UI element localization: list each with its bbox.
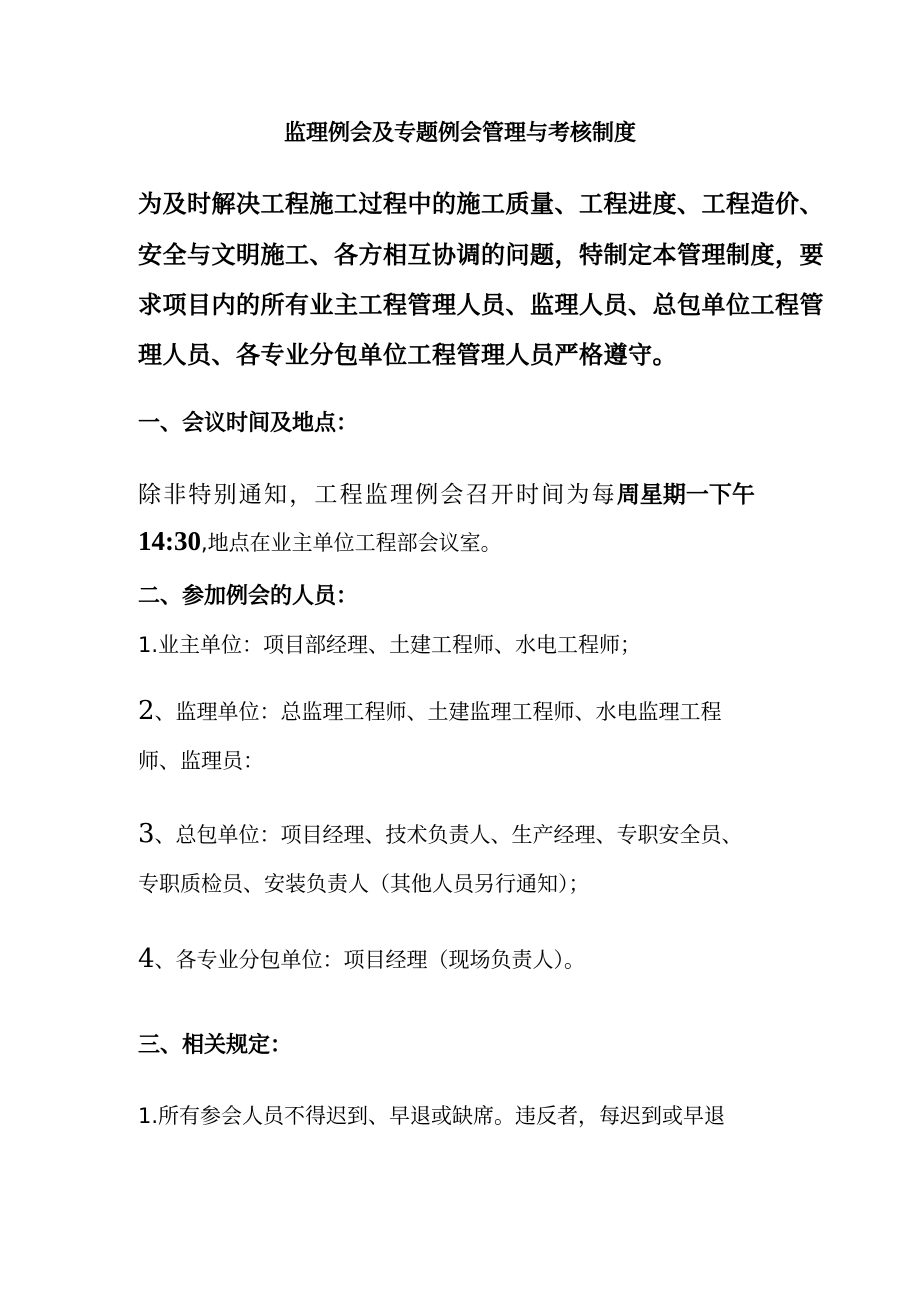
attendee-item-2-text: 、监理单位：总监理工程师、土建监理工程师、水电监理工程: [154, 700, 722, 724]
intro-line-1: 为及时解决工程施工过程中的施工质量、工程进度、工程造价、: [138, 190, 824, 218]
attendee-item-3-line-2: 专职质检员、安装负责人（其他人员另行通知）；: [138, 872, 590, 896]
section-3-heading: 三、相关规定：: [138, 1033, 293, 1058]
attendee-item-1: 1.业主单位：项目部经理、土建工程师、水电工程师；: [138, 633, 642, 657]
attendee-item-2-number: 2: [138, 696, 155, 726]
attendee-item-3-line-1: [138, 821, 743, 847]
meeting-time-intro: 除非特别通知，工程监理例会召开时间为每: [138, 482, 617, 508]
rule-item-1: 1.所有参会人员不得迟到、早退或缺席。违反者，每迟到或早退: [138, 1104, 726, 1128]
attendee-item-4: [138, 946, 585, 972]
section-1-paragraph-line-1: [138, 484, 755, 507]
meeting-day: 周星期一下午: [616, 482, 755, 508]
attendee-item-4-text: 、各专业分包单位：项目经理（现场负责人）。: [154, 948, 586, 972]
attendee-item-4-number: 4: [138, 944, 155, 974]
intro-line-4: 理人员、各专业分包单位工程管理人员严格遵守。: [138, 341, 677, 369]
section-1-heading: 一、会议时间及地点：: [138, 411, 359, 436]
attendee-item-2-line-2: 师、监理员：: [138, 749, 264, 773]
section-2-heading: 二、参加例会的人员：: [138, 584, 359, 609]
attendee-item-3-text: 、总包单位：项目经理、技术负责人、生产经理、专职安全员、: [154, 823, 743, 847]
meeting-time: 14:30: [138, 526, 201, 556]
attendee-item-3-number: 3: [138, 819, 155, 849]
attendee-item-2-line-1: [138, 698, 722, 724]
intro-line-3: 求项目内的所有业主工程管理人员、监理人员、总包单位工程管: [138, 291, 824, 319]
intro-line-2: 安全与文明施工、各方相互协调的问题，特制定本管理制度，要: [138, 241, 824, 269]
document-title: 监理例会及专题例会管理与考核制度: [283, 121, 636, 146]
section-1-paragraph-line-2: [138, 528, 502, 555]
meeting-location: ,地点在业主单位工程部会议室。: [201, 531, 502, 555]
